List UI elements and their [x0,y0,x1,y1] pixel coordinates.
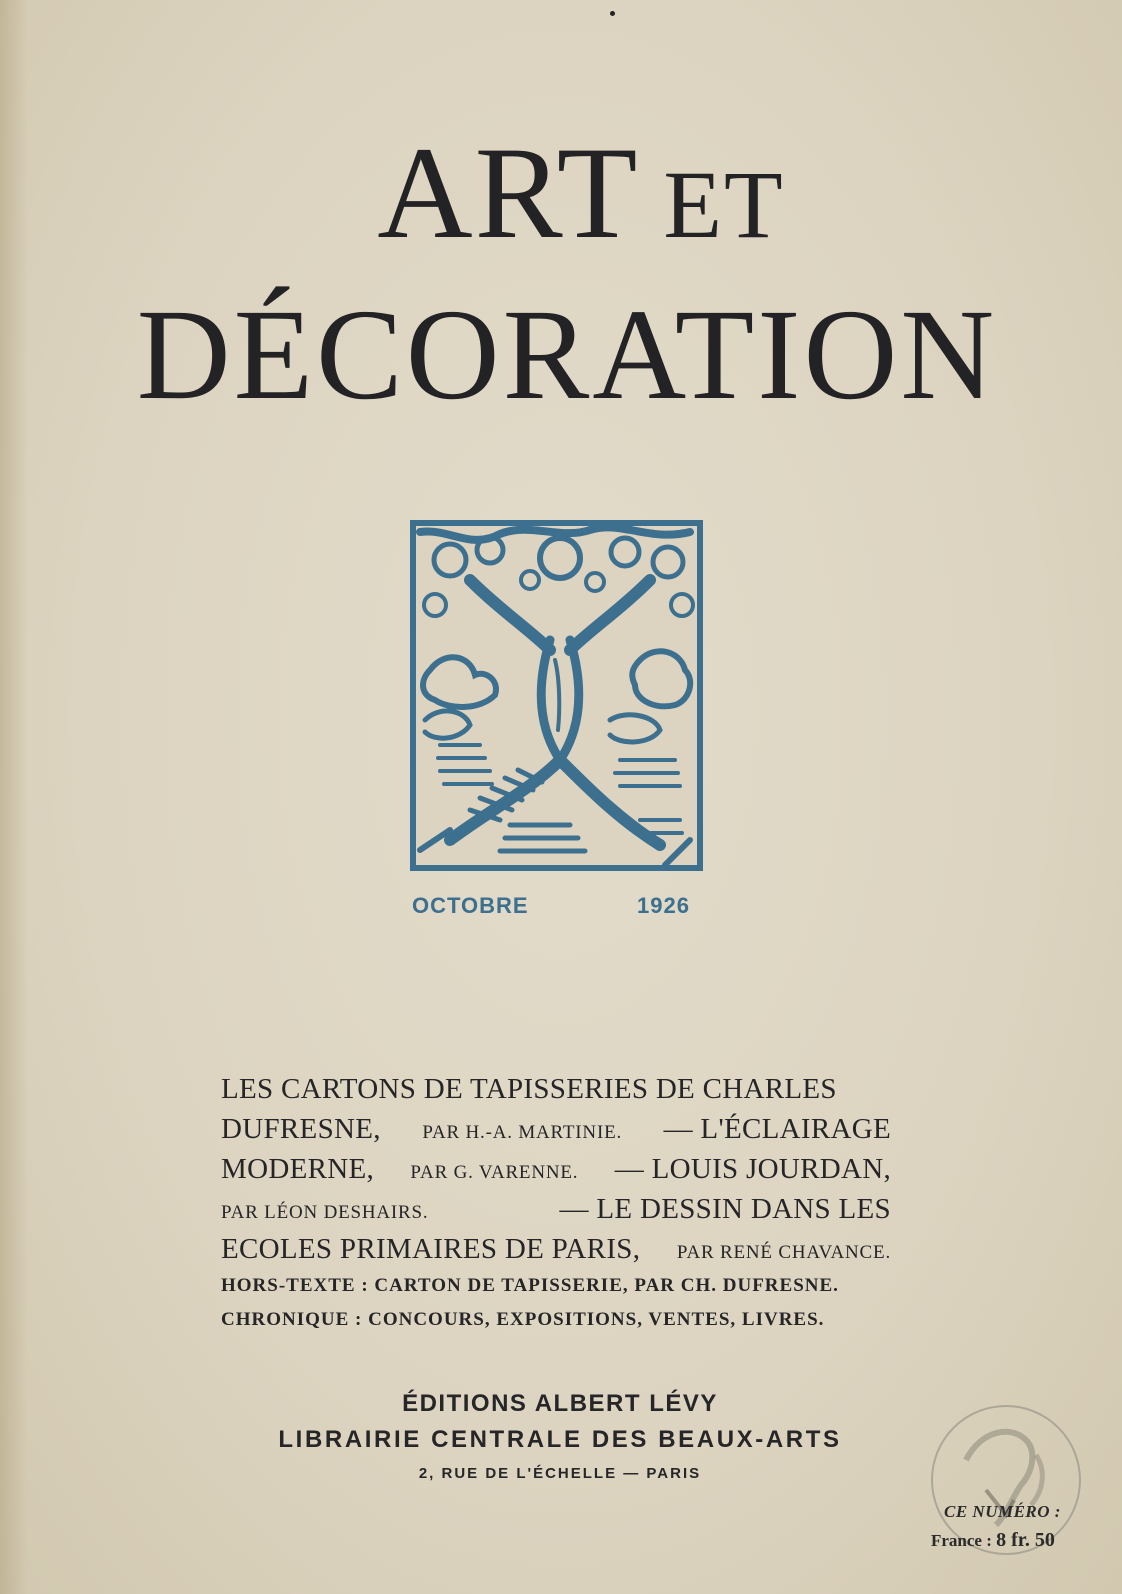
publisher-address: 2, RUE DE L'ÉCHELLE — PARIS [418,1465,702,1482]
price-amount: 8 fr. 50 [996,1529,1055,1551]
contents-text: — LE DESSIN DANS LES [559,1193,891,1225]
ink-dot [610,11,615,16]
contents-text: — L'ÉCLAIRAGE [663,1113,891,1145]
contents-line [221,1113,891,1153]
contents-text: — LOUIS JOURDAN, [614,1153,891,1185]
chronique-text: CHRONIQUE : CONCOURS, EXPOSITIONS, VENTES, LIVRES. [221,1309,825,1330]
table-of-contents [221,1073,891,1343]
contents-author: PAR RENÉ CHAVANCE. [676,1242,891,1263]
contents-author: PAR LÉON DESHAIRS. [221,1202,429,1223]
price-label: CE NUMÉRO : [944,1502,1061,1521]
contents-author: PAR H.-A. MARTINIE. [422,1122,623,1143]
issue-month: OCTOBRE [412,893,529,918]
publisher-house: LIBRAIRIE CENTRALE DES BEAUX-ARTS [278,1426,842,1453]
price-line [931,1529,1055,1552]
contents-author: PAR G. VARENNE. [410,1162,579,1183]
contents-line [221,1153,891,1193]
contents-line [221,1073,891,1113]
contents-text: MODERNE, [221,1153,375,1185]
contents-text: DUFRESNE, [221,1113,381,1145]
hors-texte-line [221,1275,891,1309]
masthead-line-1 [0,118,1122,280]
masthead-et: ET [663,151,785,258]
hors-texte-text: HORS-TEXTE : CARTON DE TAPISSERIE, PAR CH. DUFRESNE. [221,1275,839,1296]
masthead-art: ART [377,119,640,266]
publisher-name: ÉDITIONS ALBERT LÉVY [402,1390,718,1417]
woodcut-illustration [410,520,703,871]
issue-year: 1926 [637,893,690,918]
contents-line [221,1233,891,1273]
masthead-line-2: DÉCORATION [136,283,998,427]
chronique-line [221,1309,891,1343]
price-country: France : [931,1531,992,1550]
contents-line [221,1193,891,1233]
contents-text: LES CARTONS DE TAPISSERIES DE CHARLES [221,1073,837,1105]
contents-text: ECOLES PRIMAIRES DE PARIS, [221,1233,641,1265]
